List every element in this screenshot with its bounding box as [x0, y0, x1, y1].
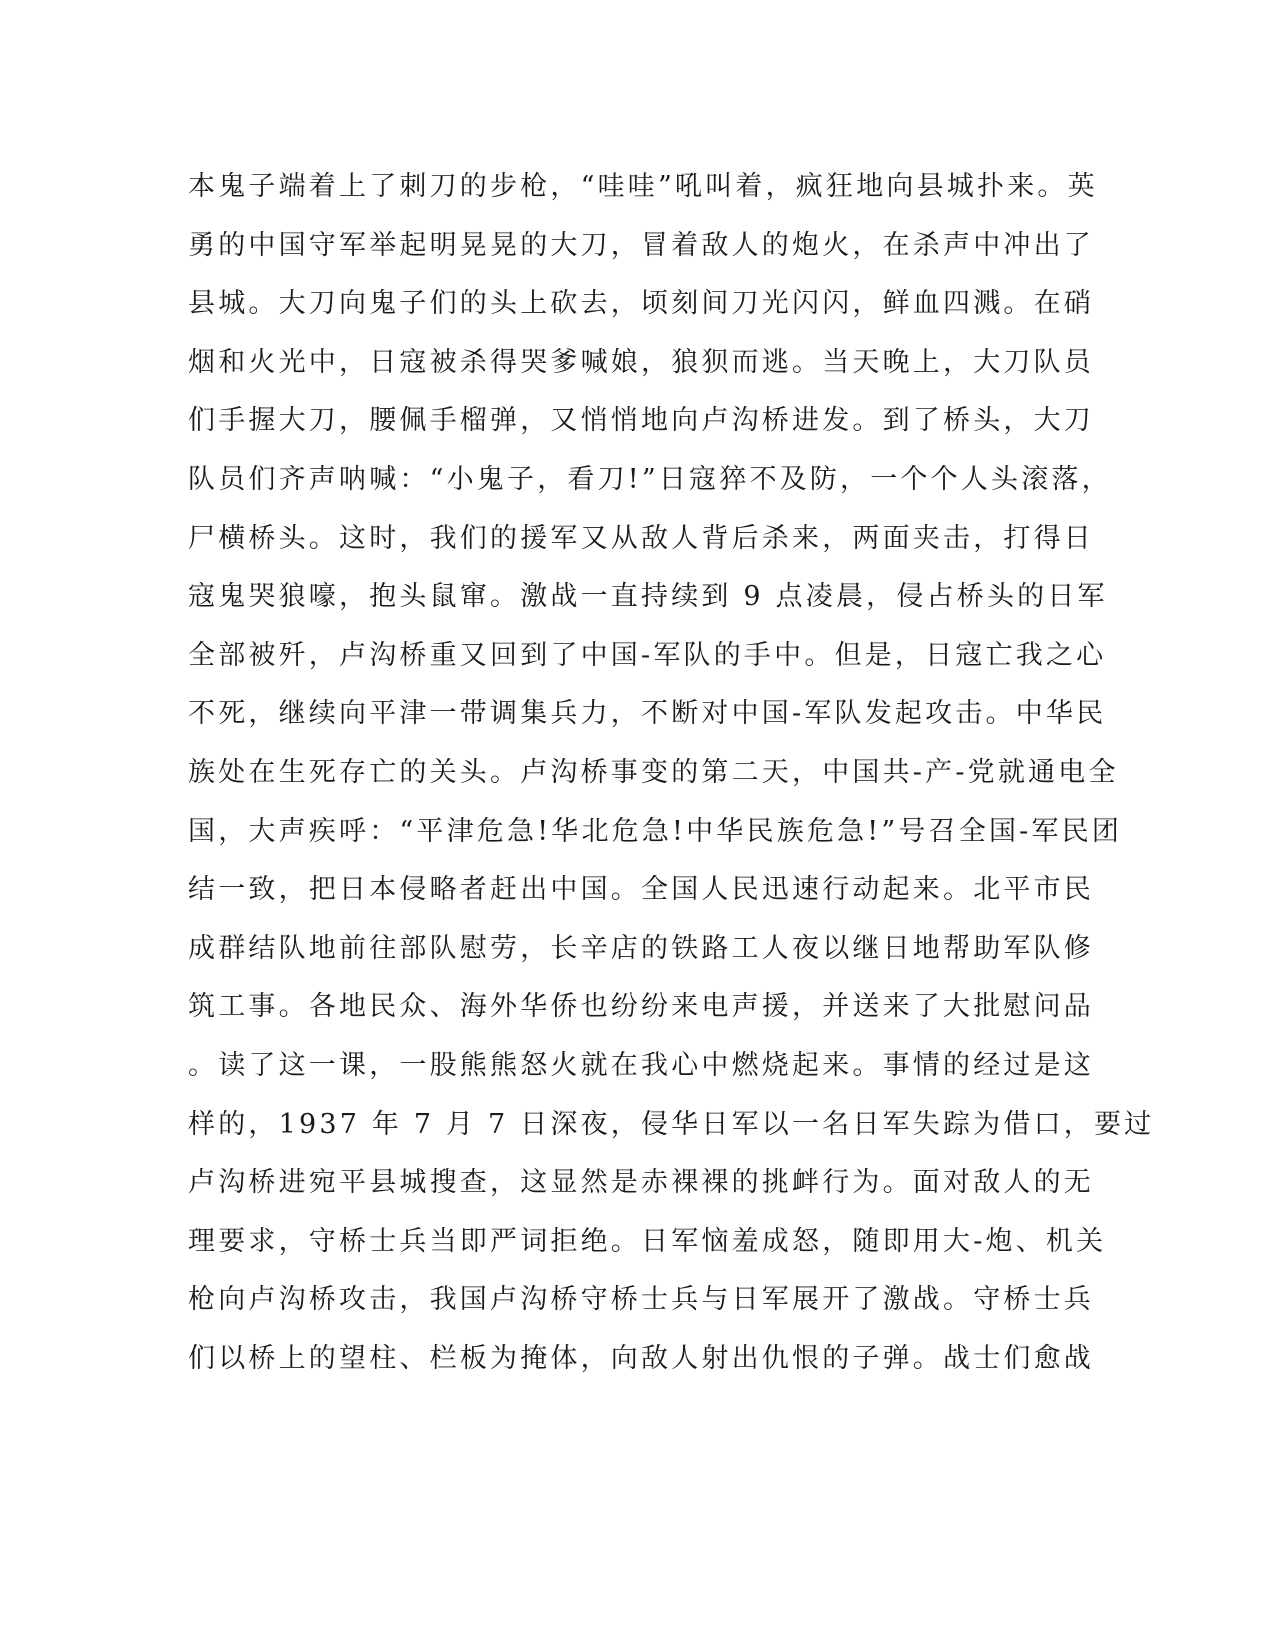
text-line: 族处在生死存亡的关头。卢沟桥事变的第二天，中国共-产-党就通电全 — [188, 756, 1119, 788]
text-line: 队员们齐声呐喊：“小鬼子，看刀!”日寇猝不及防，一个个人头滚落， — [188, 463, 1112, 495]
body-text — [188, 158, 1155, 1388]
text-line: 筑工事。各地民众、海外华侨也纷纷来电声援，并送来了大批慰问品 — [188, 991, 1094, 1023]
text-line: 本鬼子端着上了刺刀的步枪，“哇哇”吼叫着，疯狂地向县城扑来。英 — [188, 171, 1098, 202]
text-line: 成群结队地前往部队慰劳，长辛店的铁路工人夜以继日地帮助军队修 — [188, 932, 1094, 964]
text-line: 理要求，守桥士兵当即严词拒绝。日军恼羞成怒，随即用大-炮、机关 — [188, 1225, 1107, 1257]
text-line: 全部被歼，卢沟桥重又回到了中国-军队的手中。但是，日寇亡我之心 — [188, 639, 1107, 671]
text-line: 国，大声疾呼：“平津危急!华北危急!中华民族危急!”号召全国-军民团 — [188, 815, 1123, 847]
text-line: 卢沟桥进宛平县城搜查，这显然是赤裸裸的挑衅行为。面对敌人的无 — [188, 1167, 1094, 1199]
text-line: 。读了这一课，一股熊熊怒火就在我心中燃烧起来。事情的经过是这 — [188, 1049, 1094, 1081]
text-line: 们手握大刀，腰佩手榴弹，又悄悄地向卢沟桥进发。到了桥头，大刀 — [188, 405, 1094, 437]
text-line: 勇的中国守军举起明晃晃的大刀，冒着敌人的炮火，在杀声中冲出了 — [188, 229, 1094, 261]
text-line: 们以桥上的望柱、栏板为掩体，向敌人射出仇恨的子弹。战士们愈战 — [188, 1342, 1094, 1374]
text-line: 尸横桥头。这时，我们的援军又从敌人背后杀来，两面夹击，打得日 — [188, 522, 1094, 554]
text-line: 枪向卢沟桥攻击，我国卢沟桥守桥士兵与日军展开了激战。守桥士兵 — [188, 1284, 1094, 1316]
text-line: 县城。大刀向鬼子们的头上砍去，顷刻间刀光闪闪，鲜血四溅。在硝 — [188, 288, 1094, 320]
text-line: 寇鬼哭狼嚎，抱头鼠窜。激战一直持续到 9 点凌晨，侵占桥头的日军 — [188, 581, 1108, 613]
text-line: 样的，1937 年 7 月 7 日深夜，侵华日军以一名日军失踪为借口，要过 — [188, 1108, 1155, 1140]
text-line: 不死，继续向平津一带调集兵力，不断对中国-军队发起攻击。中华民 — [188, 698, 1107, 730]
text-line: 烟和火光中，日寇被杀得哭爹喊娘，狼狈而逃。当天晚上，大刀队员 — [188, 346, 1094, 378]
text-line: 结一致，把日本侵略者赶出中国。全国人民迅速行动起来。北平市民 — [188, 874, 1094, 906]
